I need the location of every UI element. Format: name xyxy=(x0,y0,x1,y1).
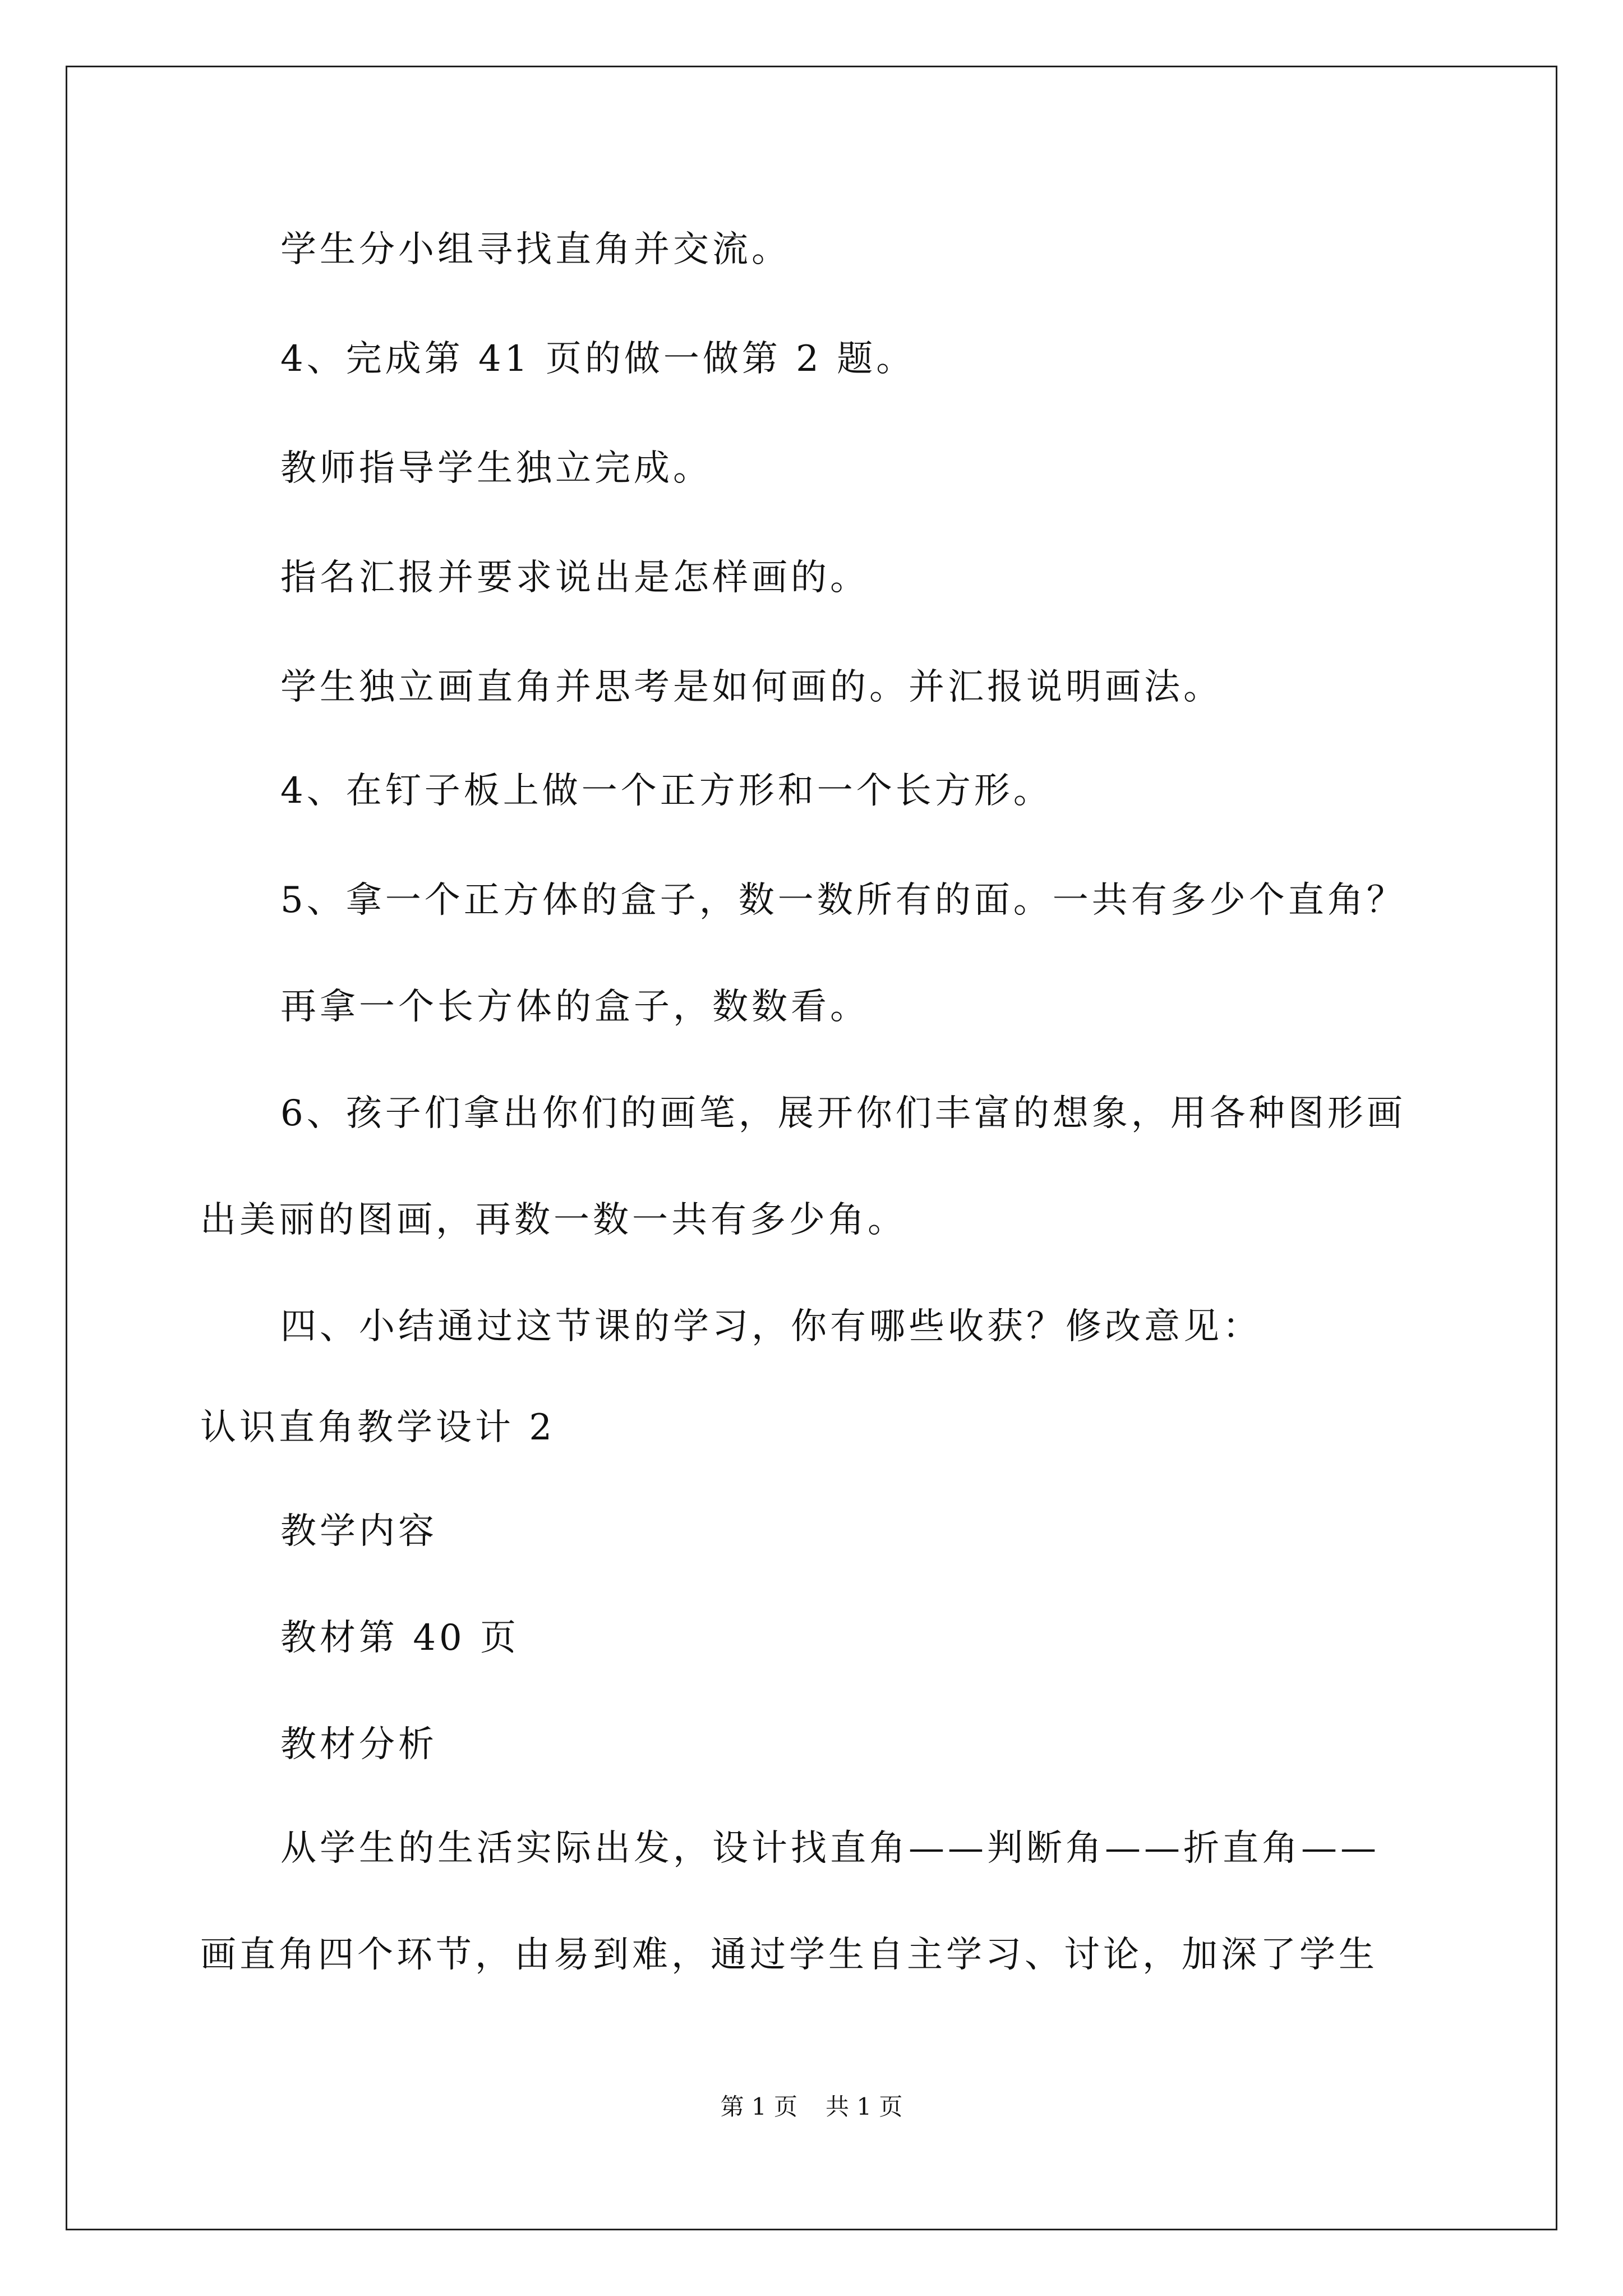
text-line: 再拿一个长方体的盒子，数数看。 xyxy=(280,986,869,1028)
text-line: 四、小结通过这节课的学习，你有哪些收获？修改意见： xyxy=(280,1306,1262,1347)
text-line: 出美丽的图画，再数一数一共有多少角。 xyxy=(200,1199,907,1241)
text-line: 画直角四个环节，由易到难，通过学生自主学习、讨论，加深了学生 xyxy=(200,1934,1378,1976)
text-line: 教师指导学生独立完成。 xyxy=(280,448,712,489)
text-line: 学生分小组寻找直角并交流。 xyxy=(280,229,791,270)
text-line: 教学内容 xyxy=(280,1511,437,1552)
page-number: 第 1 页 xyxy=(720,2093,797,2120)
text-line: 从学生的生活实际出发，设计找直角——判断角——折直角—— xyxy=(280,1828,1380,1869)
text-line: 5、拿一个正方体的盒子，数一数所有的面。一共有多少个直角？ xyxy=(280,880,1406,921)
text-line: 指名汇报并要求说出是怎样画的。 xyxy=(280,557,869,599)
text-line: 教材第 40 页 xyxy=(280,1617,520,1659)
text-line: 4、完成第 41 页的做一做第 2 题。 xyxy=(280,338,916,380)
page-total: 共 1 页 xyxy=(826,2093,903,2120)
page-border xyxy=(66,66,1557,2230)
page-footer xyxy=(0,2092,1623,2122)
section-heading: 认识直角教学设计 2 xyxy=(200,1407,556,1448)
text-line: 4、在钉子板上做一个正方形和一个长方形。 xyxy=(280,770,1053,812)
text-line: 6、孩子们拿出你们的画笔，展开你们丰富的想象，用各种图形画 xyxy=(280,1093,1406,1134)
text-line: 学生独立画直角并思考是如何画的。并汇报说明画法。 xyxy=(280,666,1223,708)
text-line: 教材分析 xyxy=(280,1724,437,1765)
